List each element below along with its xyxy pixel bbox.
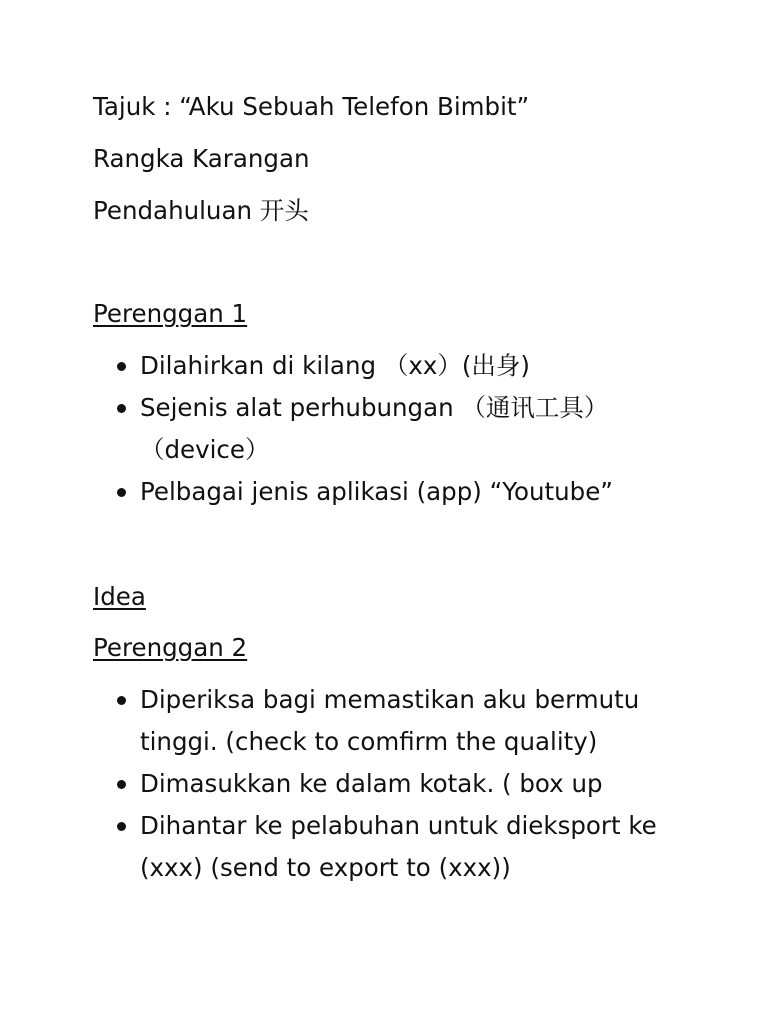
intro-heading: Pendahuluan 开头 [93, 196, 309, 225]
list-item-text: Dihantar ke pelabuhan untuk dieksport ke (xxx) (send to export to (xxx)) [140, 811, 657, 882]
list-item-text: Diperiksa bagi memastikan aku bermutu tinggi. (check to comfirm the quality) [140, 685, 640, 756]
list-item [113, 763, 700, 805]
list-item-text: Dilahirkan di kilang （xx）(出身) [140, 351, 530, 380]
list-item [113, 345, 700, 387]
bullet-icon [117, 488, 126, 497]
list-item [113, 679, 660, 763]
bullet-icon [117, 404, 126, 413]
bullet-icon [117, 780, 126, 789]
bullet-icon [117, 822, 126, 831]
outline-heading: Rangka Karangan [93, 144, 310, 173]
list-item-text: Sejenis alat perhubungan （通讯工具）（device） [140, 393, 609, 464]
list-item-text: Dimasukkan ke dalam kotak. ( box up [140, 769, 603, 798]
section1-list [113, 345, 700, 513]
section1-heading: Perenggan 1 [93, 299, 248, 328]
list-item [113, 387, 635, 471]
idea-heading: Idea [93, 582, 146, 611]
section2-heading: Perenggan 2 [93, 633, 248, 662]
bullet-icon [117, 696, 126, 705]
bullet-icon [117, 362, 126, 371]
document-title: Tajuk : “Aku Sebuah Telefon Bimbit” [93, 92, 530, 121]
section2-list [113, 679, 700, 889]
list-item [113, 805, 685, 889]
list-item-text: Pelbagai jenis aplikasi (app) “Youtube” [140, 477, 613, 506]
list-item [113, 471, 700, 513]
